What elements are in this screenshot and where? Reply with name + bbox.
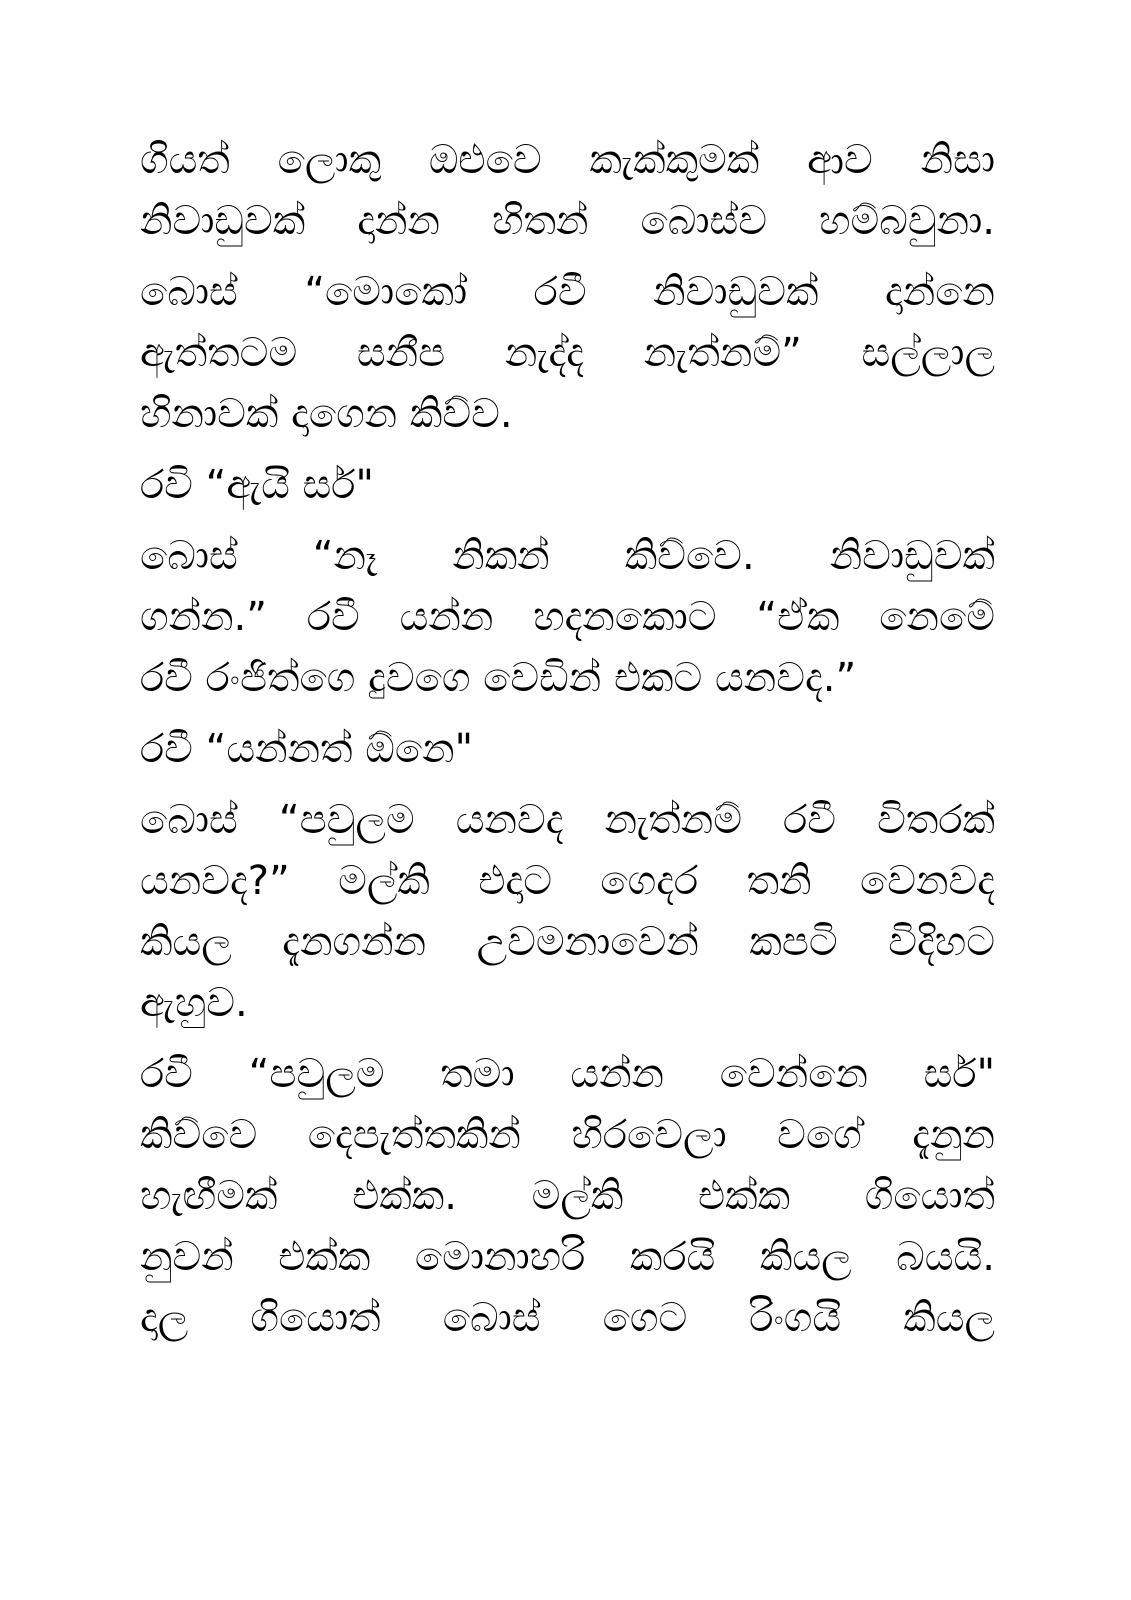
text-line: රවී රංජිත්ගෙ දුවගෙ වෙඩින් එකට යනවද.” (140, 655, 857, 701)
paragraph-7 (140, 1044, 995, 1349)
text-line: ගන්න.” රවී යන්න හදනකොට “ඒක නෙමේ (140, 594, 995, 640)
text-line: කියල දැනගන්න උවමනාවෙන් කපටි විදිහට (140, 919, 995, 965)
text-line: කිව්වෙ දෙපැත්තකින් හිරවෙලා වගේ දැනුන (140, 1112, 995, 1158)
text-line: ගියත් ලොකු ඔළුවෙ කැක්කුමක් ආව නිසා (140, 137, 995, 183)
text-line: රවී “යන්නත් ඕනෙ" (140, 726, 474, 772)
text-line: නුවන් එක්ක මොනාහරි කරයි කියල බයයි. (140, 1234, 995, 1280)
body-text (140, 130, 995, 1359)
paragraph-6 (140, 790, 995, 1034)
paragraph-4 (140, 526, 995, 709)
text-line: බොස් “මොකෝ රවී නිවාඩුවක් දාන්නෙ (140, 269, 995, 315)
paragraph-1 (140, 130, 995, 252)
text-line: රවී “පවුලම තමා යන්න වෙන්නෙ සර්" (140, 1051, 995, 1097)
paragraph-2 (140, 262, 995, 445)
text-line: හැඟීමක් එක්ක. මල්කි එක්ක ගියොත් (140, 1173, 995, 1219)
text-line: බොස් “නෑ නිකන් කිව්වෙ. නිවාඩුවක් (140, 533, 995, 579)
text-line: දාල ගියොත් බොස් ගෙට රිංගයි කියල (140, 1295, 995, 1341)
text-line: යනවද?” මල්කි එදාට ගෙදර තනි වෙනවද (140, 858, 995, 904)
text-line: ඇහුව. (140, 980, 248, 1026)
paragraph-3 (140, 455, 995, 516)
text-line: නිවාඩුවක් දාන්න හිතන් බොස්ව හම්බවුනා. (140, 198, 995, 244)
text-line: බොස් “පවුලම යනවද නැත්නම් රවී විතරක් (140, 797, 995, 843)
paragraph-5 (140, 719, 995, 780)
text-line: හිනාවක් දාගෙන කිව්ව. (140, 391, 513, 437)
text-line: ඇත්තටම සනීප නැද්ද නැත්නම්” සල්ලාල (140, 330, 995, 376)
text-line: රවි “ඇයි සර්" (140, 462, 374, 508)
